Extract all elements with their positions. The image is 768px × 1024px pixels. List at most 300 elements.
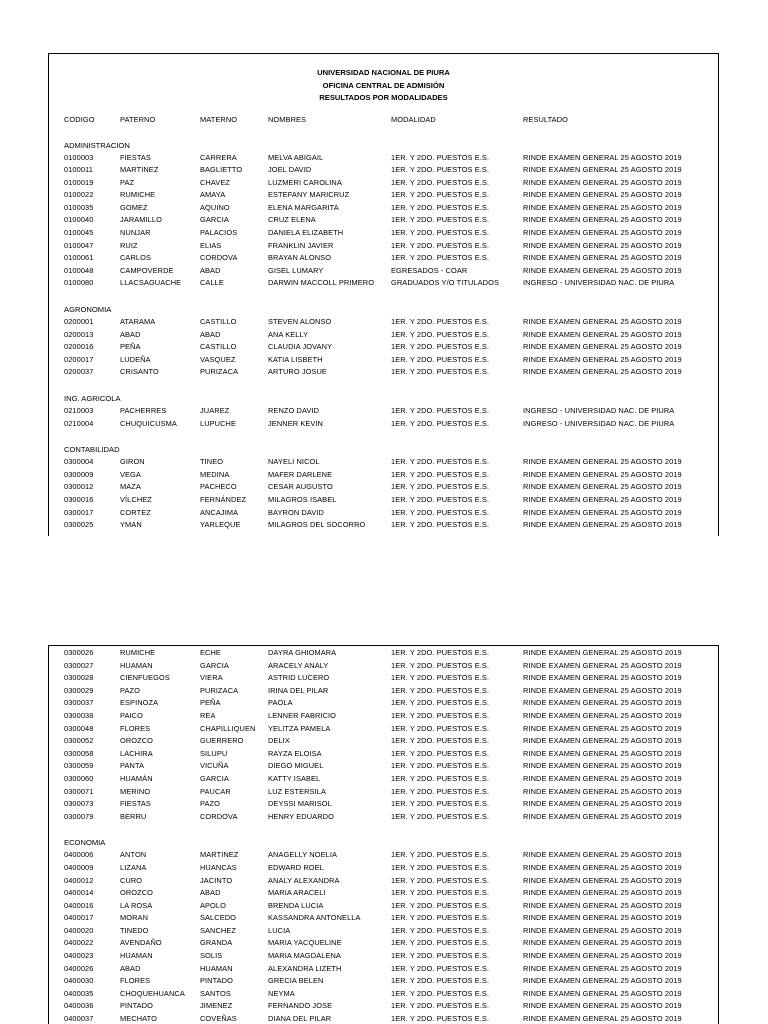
- cell-modalidad: 1ER. Y 2DO. PUESTOS E.S.: [391, 698, 490, 708]
- cell-codigo: 0300038: [64, 710, 94, 720]
- cell-materno: CASTILLO: [200, 317, 237, 327]
- table-row: [49, 811, 718, 824]
- cell-materno: GARCIA: [200, 773, 229, 783]
- cell-codigo: 0200037: [64, 367, 94, 377]
- cell-modalidad: 1ER. Y 2DO. PUESTOS E.S.: [391, 165, 490, 175]
- cell-resultado: RINDE EXAMEN GENERAL 25 AGOSTO 2019: [523, 748, 682, 758]
- cell-paterno: HUAMAN: [120, 660, 153, 670]
- cell-modalidad: 1ER. Y 2DO. PUESTOS E.S.: [391, 900, 490, 910]
- cell-nombres: DELIX: [268, 736, 290, 746]
- cell-paterno: LIZANA: [120, 862, 147, 872]
- cell-nombres: DIANA DEL PILAR: [268, 1014, 332, 1024]
- cell-nombres: GRECIA BELEN: [268, 976, 324, 986]
- cell-resultado: INGRESO - UNIVERSIDAD NAC. DE PIURA: [523, 278, 675, 288]
- cell-nombres: ELENA MARGARITA: [268, 202, 339, 212]
- cell-modalidad: 1ER. Y 2DO. PUESTOS E.S.: [391, 963, 490, 973]
- cell-codigo: 0300012: [64, 482, 94, 492]
- table-row: [49, 341, 718, 354]
- table-row: [49, 164, 718, 177]
- cell-resultado: RINDE EXAMEN GENERAL 25 AGOSTO 2019: [523, 469, 682, 479]
- cell-modalidad: 1ER. Y 2DO. PUESTOS E.S.: [391, 938, 490, 948]
- cell-resultado: RINDE EXAMEN GENERAL 25 AGOSTO 2019: [523, 799, 682, 809]
- cell-paterno: MAZA: [120, 482, 141, 492]
- cell-paterno: GIRON: [120, 457, 145, 467]
- cell-materno: GRANDA: [200, 938, 233, 948]
- cell-codigo: 0100011: [64, 165, 93, 175]
- cell-paterno: LA ROSA: [120, 900, 153, 910]
- cell-codigo: 0400030: [64, 976, 94, 986]
- cell-materno: YARLEQUE: [200, 520, 241, 530]
- cell-resultado: RINDE EXAMEN GENERAL 25 AGOSTO 2019: [523, 925, 682, 935]
- cell-paterno: FLORES: [120, 976, 151, 986]
- cell-paterno: OROZCO: [120, 736, 154, 746]
- cell-resultado: RINDE EXAMEN GENERAL 25 AGOSTO 2019: [523, 329, 682, 339]
- table-row: [49, 329, 718, 342]
- cell-paterno: ATARAMA: [120, 317, 156, 327]
- cell-modalidad: 1ER. Y 2DO. PUESTOS E.S.: [391, 875, 490, 885]
- cell-codigo: 0400036: [64, 1001, 94, 1011]
- cell-paterno: CIENFUEGOS: [120, 673, 170, 683]
- university-title: UNIVERSIDAD NACIONAL DE PIURA: [317, 68, 450, 77]
- table-row: [49, 685, 718, 698]
- table-row: [49, 925, 718, 938]
- cell-paterno: VÍLCHEZ: [120, 494, 152, 504]
- cell-nombres: MILAGROS DEL SOCORRO: [268, 520, 366, 530]
- column-header-nombres: NOMBRES: [268, 114, 307, 124]
- document-header: [49, 67, 718, 105]
- cell-paterno: FIESTAS: [120, 152, 151, 162]
- cell-paterno: PINTADO: [120, 1001, 154, 1011]
- column-header-resultado: RESULTADO: [523, 114, 568, 124]
- cell-modalidad: 1ER. Y 2DO. PUESTOS E.S.: [391, 202, 490, 212]
- cell-codigo: 0300073: [64, 799, 94, 809]
- cell-modalidad: 1ER. Y 2DO. PUESTOS E.S.: [391, 418, 490, 428]
- cell-materno: PEÑA: [200, 698, 221, 708]
- cell-materno: ABAD: [200, 329, 221, 339]
- table-row: [49, 177, 718, 190]
- cell-nombres: ARTURO JOSUE: [268, 367, 327, 377]
- table-row: [49, 507, 718, 520]
- document-page-2: [48, 645, 719, 1024]
- cell-modalidad: 1ER. Y 2DO. PUESTOS E.S.: [391, 913, 490, 923]
- cell-codigo: 0300029: [64, 685, 94, 695]
- cell-resultado: RINDE EXAMEN GENERAL 25 AGOSTO 2019: [523, 253, 682, 263]
- cell-resultado: RINDE EXAMEN GENERAL 25 AGOSTO 2019: [523, 342, 682, 352]
- cell-paterno: CHUQUICUSMA: [120, 418, 177, 428]
- cell-nombres: YELITZA PAMELA: [268, 723, 331, 733]
- cell-paterno: CHOQUEHUANCA: [120, 988, 185, 998]
- cell-resultado: RINDE EXAMEN GENERAL 25 AGOSTO 2019: [523, 786, 682, 796]
- cell-modalidad: 1ER. Y 2DO. PUESTOS E.S.: [391, 190, 490, 200]
- cell-paterno: PANTA: [120, 761, 145, 771]
- cell-nombres: ASTRID LUCERO: [268, 673, 330, 683]
- cell-nombres: GISEL LUMARY: [268, 265, 324, 275]
- cell-nombres: ANALY ALEXANDRA: [268, 875, 340, 885]
- table-row: [49, 760, 718, 773]
- cell-resultado: RINDE EXAMEN GENERAL 25 AGOSTO 2019: [523, 723, 682, 733]
- cell-resultado: RINDE EXAMEN GENERAL 25 AGOSTO 2019: [523, 773, 682, 783]
- cell-materno: AMAYA: [200, 190, 226, 200]
- cell-materno: JIMENEZ: [200, 1001, 233, 1011]
- cell-materno: MEDINA: [200, 469, 230, 479]
- cell-codigo: 0300079: [64, 811, 94, 821]
- table-row: [49, 1013, 718, 1024]
- results-title: RESULTADOS POR MODALIDADES: [319, 93, 448, 102]
- table-row: [49, 227, 718, 240]
- cell-resultado: RINDE EXAMEN GENERAL 25 AGOSTO 2019: [523, 165, 682, 175]
- table-row: [49, 875, 718, 888]
- table-row: [49, 214, 718, 227]
- results-table-page-1: [49, 139, 718, 532]
- cell-materno: ABAD: [200, 888, 221, 898]
- cell-modalidad: 1ER. Y 2DO. PUESTOS E.S.: [391, 773, 490, 783]
- cell-modalidad: 1ER. Y 2DO. PUESTOS E.S.: [391, 228, 490, 238]
- cell-nombres: ESTEFANY MARICRUZ: [268, 190, 350, 200]
- cell-codigo: 0100047: [64, 240, 94, 250]
- cell-paterno: NUNJAR: [120, 228, 151, 238]
- table-row: [49, 202, 718, 215]
- cell-paterno: ABAD: [120, 963, 141, 973]
- cell-nombres: BRAYAN ALONSO: [268, 253, 332, 263]
- cell-modalidad: 1ER. Y 2DO. PUESTOS E.S.: [391, 367, 490, 377]
- cell-modalidad: 1ER. Y 2DO. PUESTOS E.S.: [391, 317, 490, 327]
- cell-nombres: LENNER FABRICIO: [268, 710, 337, 720]
- cell-nombres: DARWIN MACCOLL PRIMERO: [268, 278, 375, 288]
- cell-nombres: CESAR AUGUSTO: [268, 482, 333, 492]
- table-row: [49, 469, 718, 482]
- cell-resultado: RINDE EXAMEN GENERAL 25 AGOSTO 2019: [523, 177, 682, 187]
- cell-materno: ANCAJIMA: [200, 507, 239, 517]
- cell-codigo: 0210003: [64, 406, 94, 415]
- cell-nombres: BAYRON DAVID: [268, 507, 324, 517]
- cell-resultado: RINDE EXAMEN GENERAL 25 AGOSTO 2019: [523, 215, 682, 225]
- cell-resultado: RINDE EXAMEN GENERAL 25 AGOSTO 2019: [523, 761, 682, 771]
- section-title: ECONOMIA: [64, 838, 106, 848]
- cell-materno: APOLO: [200, 900, 226, 910]
- cell-paterno: MECHATO: [120, 1014, 157, 1024]
- table-row: [49, 481, 718, 494]
- cell-paterno: MERINO: [120, 786, 151, 796]
- cell-resultado: RINDE EXAMEN GENERAL 25 AGOSTO 2019: [523, 862, 682, 872]
- cell-resultado: INGRESO - UNIVERSIDAD NAC. DE PIURA: [523, 418, 675, 428]
- cell-materno: SANCHEZ: [200, 925, 237, 935]
- cell-resultado: RINDE EXAMEN GENERAL 25 AGOSTO 2019: [523, 736, 682, 746]
- cell-resultado: RINDE EXAMEN GENERAL 25 AGOSTO 2019: [523, 152, 682, 162]
- table-row: [49, 963, 718, 976]
- cell-nombres: DIEGO MIGUEL: [268, 761, 324, 771]
- cell-resultado: RINDE EXAMEN GENERAL 25 AGOSTO 2019: [523, 673, 682, 683]
- cell-resultado: RINDE EXAMEN GENERAL 25 AGOSTO 2019: [523, 888, 682, 898]
- cell-modalidad: 1ER. Y 2DO. PUESTOS E.S.: [391, 862, 490, 872]
- cell-nombres: NEYMA: [268, 988, 295, 998]
- cell-materno: CHAVEZ: [200, 177, 231, 187]
- section-title: ADMINISTRACION: [64, 140, 130, 150]
- cell-materno: PAUCAR: [200, 786, 231, 796]
- cell-paterno: ESPINOZA: [120, 698, 159, 708]
- cell-paterno: FLORES: [120, 723, 151, 733]
- cell-nombres: LUZ ESTERSILA: [268, 786, 326, 796]
- cell-paterno: RUMICHE: [120, 648, 156, 657]
- cell-nombres: KASSANDRA ANTONELLA: [268, 913, 361, 923]
- cell-resultado: RINDE EXAMEN GENERAL 25 AGOSTO 2019: [523, 202, 682, 212]
- cell-modalidad: 1ER. Y 2DO. PUESTOS E.S.: [391, 685, 490, 695]
- section-title: AGRONOMIA: [64, 305, 112, 315]
- cell-nombres: KATIA LISBETH: [268, 354, 323, 364]
- cell-paterno: JARAMILLO: [120, 215, 162, 225]
- cell-resultado: RINDE EXAMEN GENERAL 25 AGOSTO 2019: [523, 850, 682, 860]
- cell-nombres: RENZO DAVID: [268, 406, 320, 415]
- cell-codigo: 0300016: [64, 494, 94, 504]
- cell-materno: ECHE: [200, 648, 221, 657]
- cell-materno: CORDOVA: [200, 253, 238, 263]
- cell-resultado: RINDE EXAMEN GENERAL 25 AGOSTO 2019: [523, 265, 682, 275]
- cell-materno: PACHECO: [200, 482, 237, 492]
- cell-nombres: BRENDA LUCIA: [268, 900, 324, 910]
- column-header-materno: MATERNO: [200, 114, 238, 124]
- document-page-1: [48, 53, 719, 536]
- cell-nombres: FRANKLIN JAVIER: [268, 240, 334, 250]
- cell-paterno: RUMICHE: [120, 190, 156, 200]
- table-row: [49, 519, 718, 532]
- cell-paterno: HUAMAN: [120, 951, 153, 961]
- cell-resultado: RINDE EXAMEN GENERAL 25 AGOSTO 2019: [523, 648, 682, 657]
- cell-resultado: RINDE EXAMEN GENERAL 25 AGOSTO 2019: [523, 190, 682, 200]
- cell-resultado: RINDE EXAMEN GENERAL 25 AGOSTO 2019: [523, 457, 682, 467]
- cell-paterno: CARLOS: [120, 253, 151, 263]
- cell-nombres: MARIA ARACELI: [268, 888, 326, 898]
- cell-nombres: IRINA DEL PILAR: [268, 685, 329, 695]
- cell-modalidad: 1ER. Y 2DO. PUESTOS E.S.: [391, 888, 490, 898]
- cell-paterno: PACHERRES: [120, 406, 167, 415]
- cell-materno: JUAREZ: [200, 406, 230, 415]
- cell-resultado: RINDE EXAMEN GENERAL 25 AGOSTO 2019: [523, 951, 682, 961]
- cell-codigo: 0300071: [64, 786, 94, 796]
- cell-modalidad: 1ER. Y 2DO. PUESTOS E.S.: [391, 850, 490, 860]
- cell-codigo: 0300028: [64, 673, 94, 683]
- table-row: [49, 723, 718, 736]
- cell-codigo: 0300059: [64, 761, 94, 771]
- cell-modalidad: GRADUADOS Y/O TITULADOS: [391, 278, 499, 288]
- cell-materno: COVEÑAS: [200, 1014, 237, 1024]
- cell-nombres: CRUZ ELENA: [268, 215, 316, 225]
- cell-resultado: RINDE EXAMEN GENERAL 25 AGOSTO 2019: [523, 367, 682, 377]
- table-row: [49, 252, 718, 265]
- cell-resultado: RINDE EXAMEN GENERAL 25 AGOSTO 2019: [523, 228, 682, 238]
- cell-codigo: 0210004: [64, 418, 94, 428]
- cell-codigo: 0100048: [64, 265, 94, 275]
- cell-resultado: RINDE EXAMEN GENERAL 25 AGOSTO 2019: [523, 811, 682, 821]
- table-row: [49, 950, 718, 963]
- cell-paterno: PAZ: [120, 177, 135, 187]
- cell-resultado: RINDE EXAMEN GENERAL 25 AGOSTO 2019: [523, 988, 682, 998]
- cell-modalidad: 1ER. Y 2DO. PUESTOS E.S.: [391, 736, 490, 746]
- cell-paterno: LACHIRA: [120, 748, 153, 758]
- cell-modalidad: 1ER. Y 2DO. PUESTOS E.S.: [391, 329, 490, 339]
- table-row: [49, 316, 718, 329]
- cell-paterno: LLACSAGUACHE: [120, 278, 182, 288]
- cell-materno: VIERA: [200, 673, 223, 683]
- table-row: [49, 849, 718, 862]
- cell-paterno: TINEDO: [120, 925, 149, 935]
- cell-paterno: AVENDAÑO: [120, 938, 162, 948]
- cell-modalidad: EGRESADOS - COAR: [391, 265, 468, 275]
- cell-codigo: 0100045: [64, 228, 94, 238]
- column-header-codigo: CODIGO: [64, 114, 95, 124]
- cell-resultado: RINDE EXAMEN GENERAL 25 AGOSTO 2019: [523, 660, 682, 670]
- cell-paterno: OROZCO: [120, 888, 154, 898]
- cell-modalidad: 1ER. Y 2DO. PUESTOS E.S.: [391, 660, 490, 670]
- cell-materno: SOLIS: [200, 951, 223, 961]
- cell-resultado: RINDE EXAMEN GENERAL 25 AGOSTO 2019: [523, 520, 682, 530]
- cell-modalidad: 1ER. Y 2DO. PUESTOS E.S.: [391, 710, 490, 720]
- cell-paterno: FIESTAS: [120, 799, 151, 809]
- cell-materno: PAZO: [200, 799, 220, 809]
- table-row: [49, 240, 718, 253]
- table-row: [49, 277, 718, 290]
- cell-paterno: GOMEZ: [120, 202, 148, 212]
- cell-modalidad: 1ER. Y 2DO. PUESTOS E.S.: [391, 976, 490, 986]
- cell-materno: MARTINEZ: [200, 850, 239, 860]
- cell-codigo: 0100080: [64, 278, 94, 288]
- cell-codigo: 0400012: [64, 875, 94, 885]
- cell-codigo: 0300052: [64, 736, 94, 746]
- cell-resultado: RINDE EXAMEN GENERAL 25 AGOSTO 2019: [523, 317, 682, 327]
- cell-modalidad: 1ER. Y 2DO. PUESTOS E.S.: [391, 457, 490, 467]
- cell-materno: PURIZACA: [200, 367, 239, 377]
- cell-modalidad: 1ER. Y 2DO. PUESTOS E.S.: [391, 482, 490, 492]
- cell-modalidad: 1ER. Y 2DO. PUESTOS E.S.: [391, 494, 490, 504]
- cell-nombres: DAYRA GHIOMARA: [268, 648, 337, 657]
- cell-codigo: 0200017: [64, 354, 94, 364]
- cell-codigo: 0300026: [64, 648, 94, 657]
- cell-materno: BAGLIETTO: [200, 165, 243, 175]
- cell-resultado: RINDE EXAMEN GENERAL 25 AGOSTO 2019: [523, 976, 682, 986]
- cell-resultado: INGRESO - UNIVERSIDAD NAC. DE PIURA: [523, 406, 675, 415]
- results-table-page-2: [49, 647, 718, 1024]
- cell-paterno: RUIZ: [120, 240, 138, 250]
- cell-paterno: BERRU: [120, 811, 147, 821]
- cell-materno: AQUINO: [200, 202, 230, 212]
- table-row: [49, 405, 718, 418]
- cell-codigo: 0200016: [64, 342, 94, 352]
- cell-modalidad: 1ER. Y 2DO. PUESTOS E.S.: [391, 520, 490, 530]
- cell-modalidad: 1ER. Y 2DO. PUESTOS E.S.: [391, 761, 490, 771]
- cell-materno: CHAPILLIQUEN: [200, 723, 256, 733]
- cell-modalidad: 1ER. Y 2DO. PUESTOS E.S.: [391, 342, 490, 352]
- column-header-modalidad: MODALIDAD: [391, 114, 436, 124]
- cell-materno: CORDOVA: [200, 811, 238, 821]
- cell-codigo: 0100003: [64, 152, 94, 162]
- cell-nombres: MAFER DARLENE: [268, 469, 333, 479]
- table-row: [49, 912, 718, 925]
- table-row: [49, 265, 718, 278]
- table-row: [49, 697, 718, 710]
- cell-nombres: ALEXANDRA LIZETH: [268, 963, 342, 973]
- cell-codigo: 0300009: [64, 469, 94, 479]
- cell-paterno: HUAMÁN: [120, 773, 153, 783]
- cell-nombres: MARIA YACQUELINE: [268, 938, 342, 948]
- cell-nombres: JENNER KEVIN: [268, 418, 323, 428]
- cell-codigo: 0400017: [64, 913, 94, 923]
- cell-materno: GARCIA: [200, 660, 229, 670]
- cell-codigo: 0300025: [64, 520, 94, 530]
- cell-paterno: CRISANTO: [120, 367, 159, 377]
- cell-nombres: LUCIA: [268, 925, 291, 935]
- table-row: [49, 152, 718, 165]
- cell-materno: SALCEDO: [200, 913, 237, 923]
- column-header-row: [49, 113, 718, 126]
- cell-resultado: RINDE EXAMEN GENERAL 25 AGOSTO 2019: [523, 494, 682, 504]
- cell-modalidad: 1ER. Y 2DO. PUESTOS E.S.: [391, 152, 490, 162]
- cell-nombres: MILAGROS ISABEL: [268, 494, 337, 504]
- cell-materno: CASTILLO: [200, 342, 237, 352]
- cell-nombres: PAOLA: [268, 698, 293, 708]
- cell-modalidad: 1ER. Y 2DO. PUESTOS E.S.: [391, 253, 490, 263]
- cell-codigo: 0400016: [64, 900, 94, 910]
- table-row: [49, 189, 718, 202]
- cell-modalidad: 1ER. Y 2DO. PUESTOS E.S.: [391, 507, 490, 517]
- table-row: [49, 660, 718, 673]
- cell-codigo: 0400022: [64, 938, 94, 948]
- cell-codigo: 0100019: [64, 177, 94, 187]
- cell-nombres: EDWARD ROEL: [268, 862, 324, 872]
- table-row: [49, 798, 718, 811]
- cell-materno: JACINTO: [200, 875, 233, 885]
- cell-modalidad: 1ER. Y 2DO. PUESTOS E.S.: [391, 1014, 490, 1024]
- cell-materno: ABAD: [200, 265, 221, 275]
- cell-codigo: 0100022: [64, 190, 94, 200]
- cell-paterno: CORTEZ: [120, 507, 151, 517]
- table-row: [49, 418, 718, 431]
- cell-resultado: RINDE EXAMEN GENERAL 25 AGOSTO 2019: [523, 710, 682, 720]
- cell-paterno: LUDEÑA: [120, 354, 151, 364]
- cell-codigo: 0400006: [64, 850, 94, 860]
- cell-codigo: 0400035: [64, 988, 94, 998]
- cell-modalidad: 1ER. Y 2DO. PUESTOS E.S.: [391, 673, 490, 683]
- section-title: CONTABILIDAD: [64, 445, 120, 455]
- cell-nombres: NAYELI NICOL: [268, 457, 320, 467]
- cell-nombres: DANIELA ELIZABETH: [268, 228, 344, 238]
- cell-modalidad: 1ER. Y 2DO. PUESTOS E.S.: [391, 723, 490, 733]
- cell-modalidad: 1ER. Y 2DO. PUESTOS E.S.: [391, 786, 490, 796]
- cell-materno: GUERRERO: [200, 736, 244, 746]
- cell-codigo: 0300060: [64, 773, 94, 783]
- cell-codigo: 0400026: [64, 963, 94, 973]
- cell-codigo: 0300017: [64, 507, 94, 517]
- cell-modalidad: 1ER. Y 2DO. PUESTOS E.S.: [391, 177, 490, 187]
- cell-nombres: HENRY EDUARDO: [268, 811, 334, 821]
- cell-modalidad: 1ER. Y 2DO. PUESTOS E.S.: [391, 799, 490, 809]
- cell-resultado: RINDE EXAMEN GENERAL 25 AGOSTO 2019: [523, 240, 682, 250]
- cell-nombres: CLAUDIA JOVANY: [268, 342, 333, 352]
- table-row: [49, 937, 718, 950]
- cell-resultado: RINDE EXAMEN GENERAL 25 AGOSTO 2019: [523, 900, 682, 910]
- table-row: [49, 988, 718, 1001]
- cell-modalidad: 1ER. Y 2DO. PUESTOS E.S.: [391, 469, 490, 479]
- section-title: ING. AGRICOLA: [64, 394, 121, 403]
- cell-materno: HUAMAN: [200, 963, 233, 973]
- cell-materno: GARCIA: [200, 215, 229, 225]
- table-row: [49, 456, 718, 469]
- cell-nombres: LUZMERI CAROLINA: [268, 177, 342, 187]
- cell-resultado: RINDE EXAMEN GENERAL 25 AGOSTO 2019: [523, 507, 682, 517]
- cell-paterno: MORAN: [120, 913, 149, 923]
- cell-modalidad: 1ER. Y 2DO. PUESTOS E.S.: [391, 215, 490, 225]
- cell-codigo: 0400020: [64, 925, 94, 935]
- cell-codigo: 0400009: [64, 862, 94, 872]
- cell-nombres: KATTY ISABEL: [268, 773, 321, 783]
- cell-resultado: RINDE EXAMEN GENERAL 25 AGOSTO 2019: [523, 963, 682, 973]
